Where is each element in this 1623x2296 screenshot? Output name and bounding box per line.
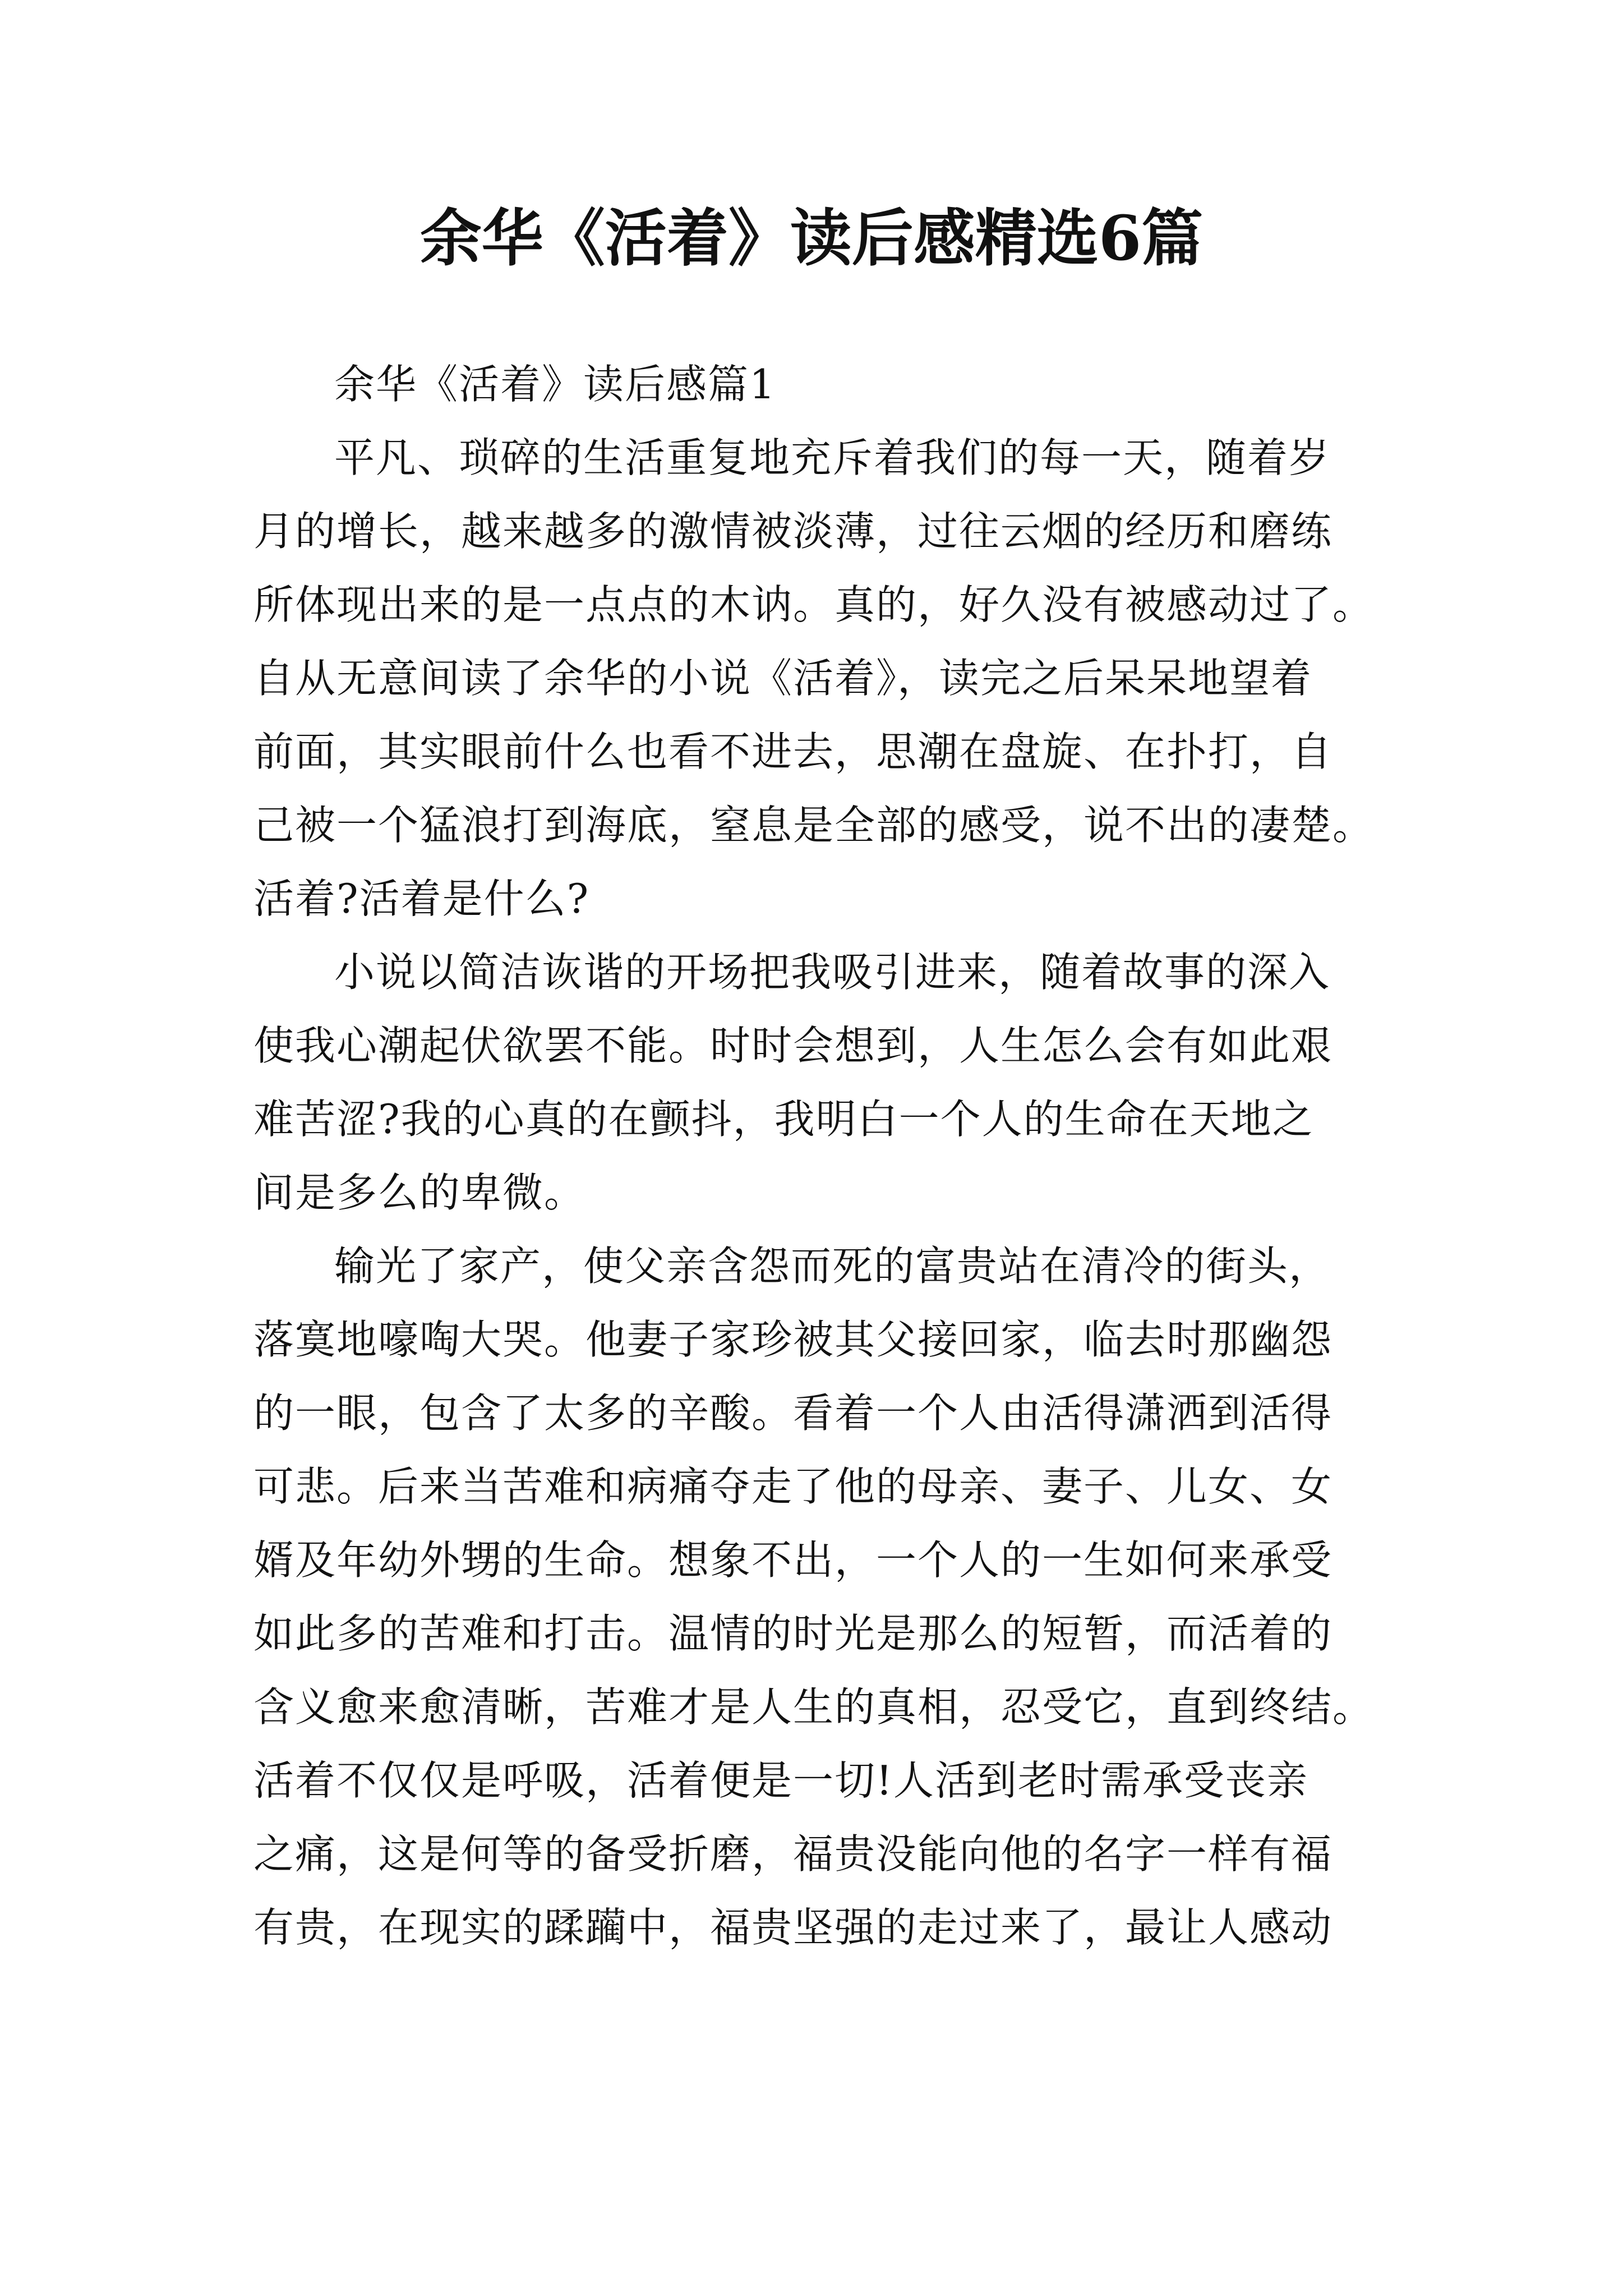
text-line: 月的增长，越来越多的激情被淡薄，过往云烟的经历和磨练: [253, 508, 1333, 555]
text-line: 自从无意间读了余华的小说《活着》，读完之后呆呆地望着: [253, 655, 1313, 702]
text-line: 平凡、琐碎的生活重复地充斥着我们的每一天，随着岁: [334, 434, 1331, 481]
text-line: 有贵，在现实的蹂躏中，福贵坚强的走过来了，最让人感动: [253, 1904, 1333, 1951]
text-line: 的一眼，包含了太多的辛酸。看着一个人由活得潇洒到活得: [253, 1389, 1333, 1437]
text-line: 前面，其实眼前什么也看不进去，思潮在盘旋、在扑打，自: [253, 728, 1333, 775]
paragraph-1: [253, 421, 1386, 936]
text-line: 如此多的苦难和打击。温情的时光是那么的短暂，而活着的: [253, 1610, 1333, 1657]
text-line: 活着不仅仅是呼吸，活着便是一切!人活到老时需承受丧亲: [253, 1757, 1308, 1804]
section-heading: 余华《活着》读后感篇1: [334, 361, 776, 408]
document-body: [253, 348, 1386, 1964]
paragraph-2: [253, 936, 1386, 1230]
text-line: 输光了家产，使父亲含怨而死的富贵站在清冷的街头，: [334, 1243, 1331, 1290]
text-line: 使我心潮起伏欲罢不能。时时会想到，人生怎么会有如此艰: [253, 1022, 1333, 1069]
text-line: 小说以简洁诙谐的开场把我吸引进来，随着故事的深入: [334, 949, 1331, 996]
paragraph-3: [253, 1230, 1386, 1964]
text-line: 间是多么的卑微。: [253, 1169, 586, 1216]
text-line: 含义愈来愈清晰，苦难才是人生的真相，忍受它，直到终结。: [253, 1683, 1375, 1731]
text-line: 己被一个猛浪打到海底，窒息是全部的感受，说不出的凄楚。: [253, 802, 1375, 849]
text-line: 难苦涩?我的心真的在颤抖，我明白一个人的生命在天地之: [253, 1096, 1314, 1143]
text-line: 活着?活着是什么?: [253, 875, 590, 922]
text-line: 落寞地嚎啕大哭。他妻子家珍被其父接回家，临去时那幽怨: [253, 1316, 1333, 1363]
document-title: 余华《活着》读后感精选6篇: [419, 202, 1204, 274]
text-line: 所体现出来的是一点点的木讷。真的，好久没有被感动过了。: [253, 581, 1375, 628]
text-line: 可悲。后来当苦难和病痛夺走了他的母亲、妻子、儿女、女: [253, 1463, 1333, 1510]
text-line: 之痛，这是何等的备受折磨，福贵没能向他的名字一样有福: [253, 1830, 1333, 1878]
text-line: 婿及年幼外甥的生命。想象不出，一个人的一生如何来承受: [253, 1536, 1333, 1584]
